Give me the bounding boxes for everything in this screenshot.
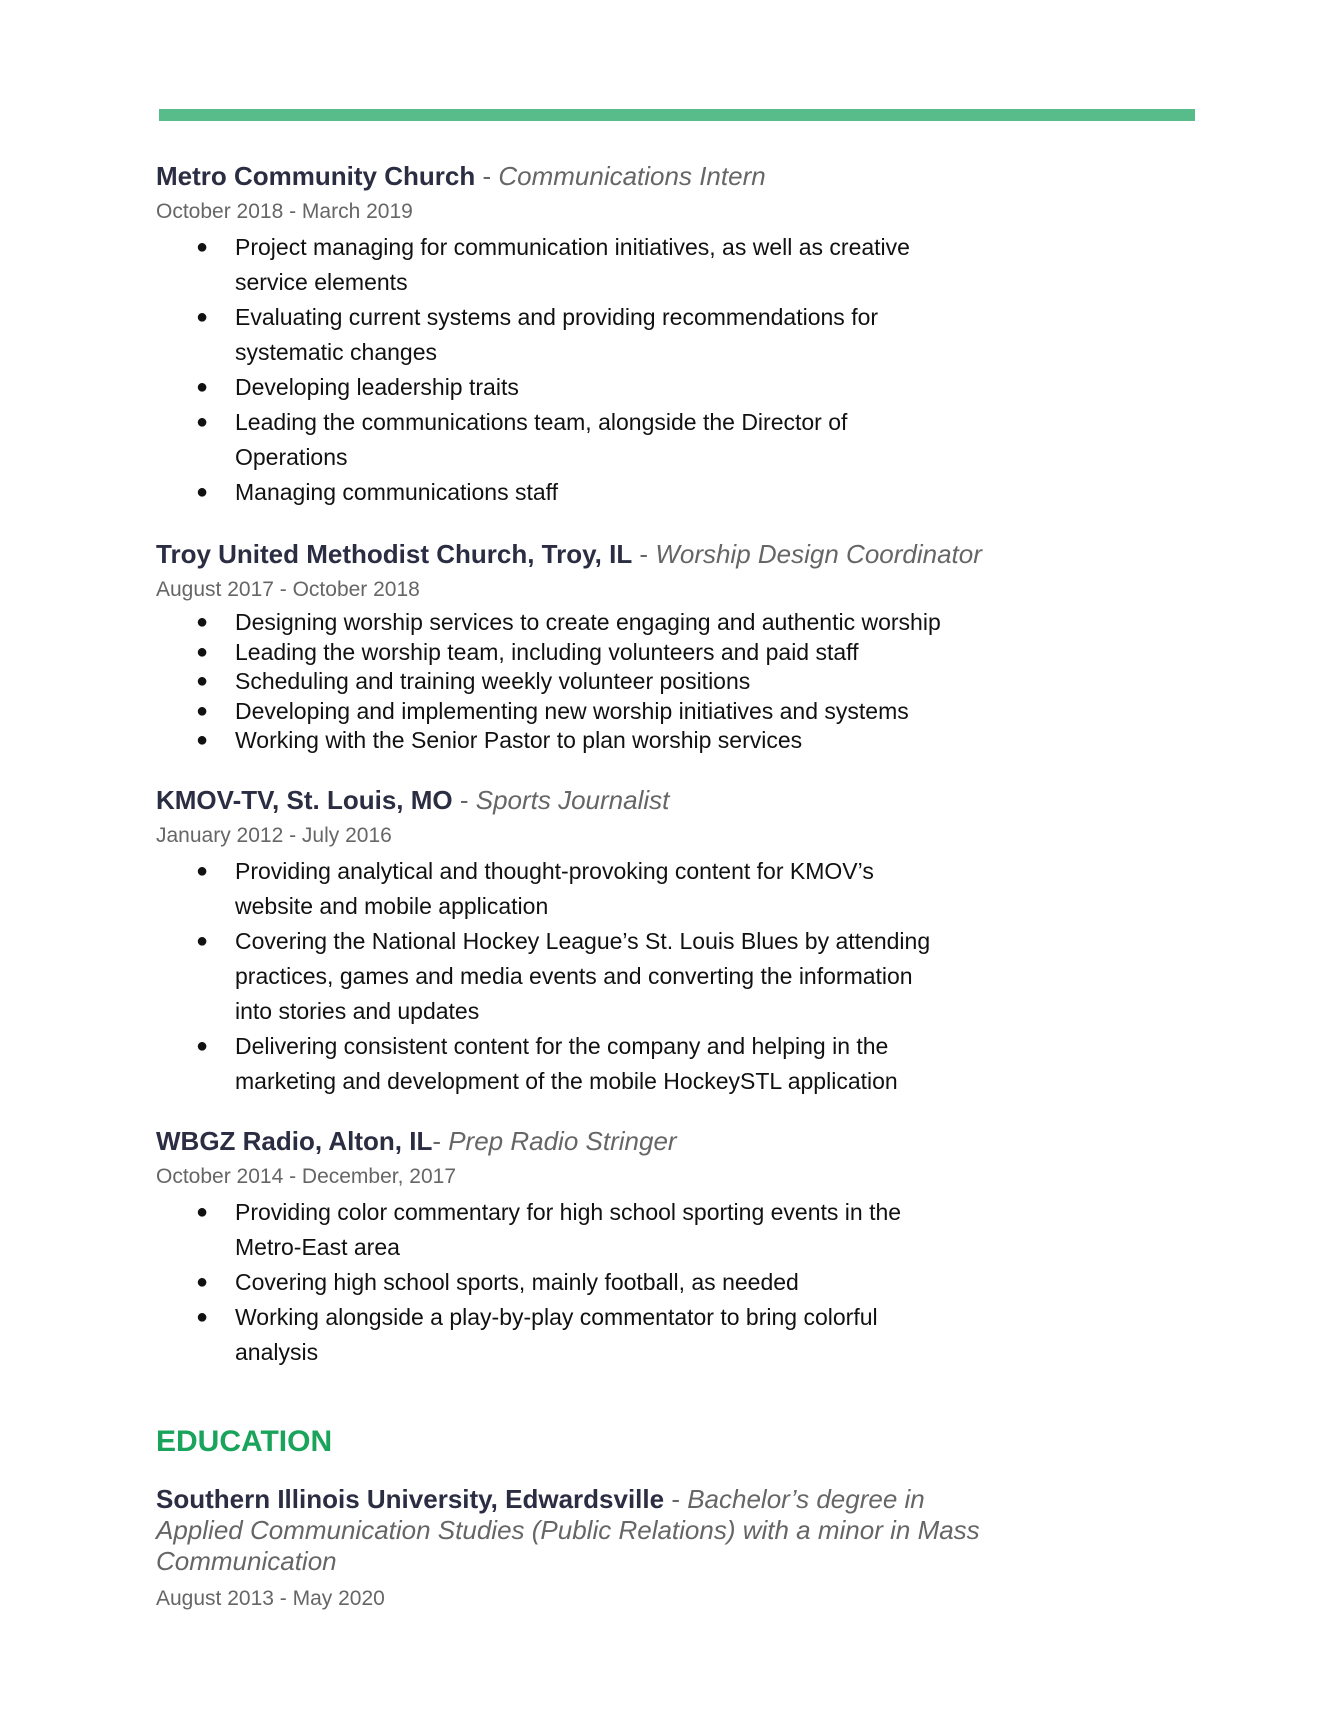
heading-separator: - [475,161,499,191]
list-item: ● Covering the National Hockey League’s St. Louis Blues by attending practices, games and media events and converting the information into stories and updates [156,924,935,1029]
education-heading [156,1484,1016,1577]
list-item: ● Providing analytical and thought-provoking content for KMOV’s website and mobile application [156,854,935,924]
list-item: ● Working with the Senior Pastor to plan worship services [156,726,1015,756]
job-heading [156,536,1016,572]
experience-entry [156,536,1016,756]
list-item: ● Providing color commentary for high school sporting events in the Metro-East area [156,1195,935,1265]
list-item: ● Developing and implementing new worship initiatives and systems [156,697,1015,727]
employer-name: WBGZ Radio, Alton, IL [156,1125,433,1156]
list-item: ● Developing leadership traits [156,370,935,405]
job-title: Worship Design Coordinator [655,539,982,569]
resume-body [156,158,1016,1617]
list-item: ● Covering high school sports, mainly football, as needed [156,1265,935,1300]
job-title: Communications Intern [498,161,766,191]
job-heading [156,158,1016,194]
duties-list [156,854,1016,1099]
heading-separator: - [664,1483,688,1514]
duties-list [156,1195,1016,1370]
duties-list [156,608,1016,756]
header-accent-rule [159,109,1195,121]
job-heading [156,1123,1016,1159]
job-dates: August 2017 - October 2018 [156,578,420,601]
employer-name: Troy United Methodist Church, Troy, IL [156,539,633,569]
job-title: Sports Journalist [475,784,670,815]
employer-name: Metro Community Church [156,161,476,191]
experience-entry [156,158,1016,510]
list-item: ● Delivering consistent content for the company and helping in the marketing and development of the mobile HockeySTL application [156,1029,935,1099]
job-title: Prep Radio Stringer [448,1125,677,1156]
school-name: Southern Illinois University, Edwardsville [156,1483,665,1514]
experience-entry [156,782,1016,1099]
heading-separator: - [432,1125,449,1156]
degree: Bachelor’s degree in Applied Communication Studies (Public Relations) with a minor in Mass Communication [156,1483,980,1576]
job-dates: October 2018 - March 2019 [156,200,413,223]
employer-name: KMOV-TV, St. Louis, MO [156,784,453,815]
list-item: ● Working alongside a play-by-play commentator to bring colorful analysis [156,1300,935,1370]
list-item: ● Leading the communications team, alongside the Director of Operations [156,405,935,475]
list-item: ● Evaluating current systems and providing recommendations for systematic changes [156,300,935,370]
job-dates: October 2014 - December, 2017 [156,1164,457,1188]
duties-list [156,230,1016,510]
job-dates: January 2012 - July 2016 [156,823,392,847]
section-heading-education: EDUCATION [156,1424,333,1458]
heading-separator: - [632,539,656,569]
list-item: ● Managing communications staff [156,475,935,510]
heading-separator: - [452,784,476,815]
job-heading [156,782,1016,818]
list-item: ● Scheduling and training weekly volunteer positions [156,667,1015,697]
education-dates: August 2013 - May 2020 [156,1586,385,1610]
experience-entry [156,1123,1016,1370]
list-item: ● Project managing for communication initiatives, as well as creative service elements [156,230,935,300]
list-item: ● Designing worship services to create engaging and authentic worship [156,608,1015,638]
list-item: ● Leading the worship team, including volunteers and paid staff [156,638,1015,668]
